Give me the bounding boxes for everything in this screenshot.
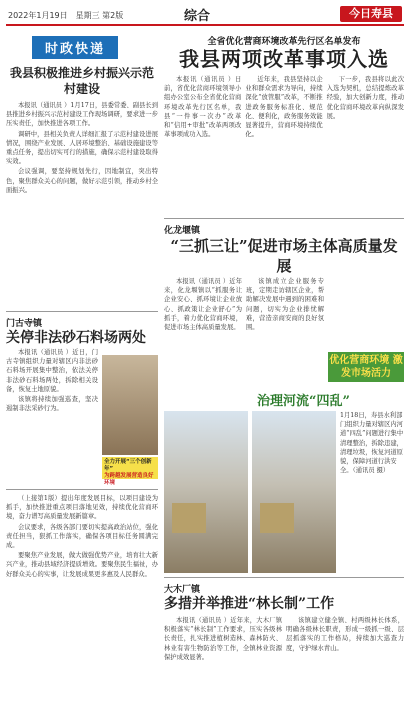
- story2-kicker: 门古寺镇: [6, 319, 43, 329]
- main-subheadline: 全省优化营商环境改革先行区名单发布: [207, 37, 361, 47]
- sec2-col: [246, 276, 324, 384]
- story3-paragraph: 会议要求，各级各部门要切实提高政治站位，强化责任担当，狠抓工作落实，确保各项目标任务圆满完成。: [6, 523, 158, 550]
- main-headline[interactable]: 我县两项改革事项入选: [179, 47, 389, 71]
- main-paragraph: 本报讯（通讯员 ）日前，省优化营商环境领导小组办公室公布全省优化营商环境改革先行区名单，我县“一件事一次办”改革和“信用+审批”改革两项改革事项成功入选。: [164, 76, 242, 139]
- photo-detail: [260, 503, 294, 532]
- sec2-paragraph: 该镇成立企业服务专班，定期走访辖区企业，帮助解决发展中遇到的困难和问题，切实为企业排忧解难，营造亲商安商的良好氛围。: [246, 278, 324, 332]
- story1-paragraph: 本报讯（通讯员 ）1月17日，县委常委、副县长到县推进乡村振兴示范村建设工作现场调研，要求进一步压实责任，加快推进各项工作。: [6, 102, 158, 128]
- story1-paragraph: 会议强调，要坚持规划先行，因地制宜，突出特色，聚焦群众关心的问题，做好示范引领，推动乡村全面振兴。: [6, 168, 158, 194]
- story2-headline[interactable]: 关停非法砂石料场两处: [6, 330, 146, 346]
- divider: [164, 577, 404, 578]
- story-damuchang: [164, 582, 404, 709]
- photo-detail: [172, 503, 206, 532]
- news-tag: 时政快递: [32, 36, 118, 59]
- sec2-side: [328, 276, 404, 384]
- story3-body: [6, 494, 158, 708]
- divider: [164, 218, 404, 219]
- main-story-body: [164, 74, 404, 214]
- story3-paragraph: 要聚焦产业发展，做大做强优势产业，培育壮大新兴产业，推动县域经济提质增效。要聚焦民生福祉，办好群众关心的实事，让发展成果更多惠及人民群众。: [6, 552, 158, 578]
- promo-banner: [102, 457, 158, 486]
- river-photo-2: [252, 411, 336, 573]
- promo-line1: 全力开展“三个创新年”: [104, 459, 152, 472]
- story-hualongyan: [164, 223, 404, 384]
- section-title: 综合: [184, 9, 211, 24]
- photo-caption-box: [340, 411, 404, 573]
- issue-date: 2022年1月19日 星期三 第2版: [8, 11, 124, 20]
- sec2-kicker: 化龙堰镇: [164, 226, 201, 236]
- story2-paragraph: 本报讯（通讯员 ）近日，门古寺镇组织力量对辖区内非法砂石料场开展集中整治，依法关停非法砂石料场两处，拆除相关设备，恢复土地原貌。: [6, 349, 98, 393]
- masthead: [6, 4, 404, 26]
- story3-paragraph: （上接第1版）提出年度发展目标，以项目建设为抓手，加快推进重点项目落地见效，持续优化营商环境，奋力谱写高质量发展新篇章。: [6, 495, 158, 521]
- photo-caption: 1月18日，寿县水利部门组织力量对辖区内河道“四乱”问题进行集中清理整治，拆除违建，清理垃圾，恢复河道原貌，保障河道行洪安全。（通讯员 摄）: [340, 412, 404, 475]
- sec3-kicker: 大木厂镇: [164, 585, 201, 595]
- sec3-col: [286, 615, 404, 709]
- sec3-paragraph: 该镇建立健全镇、村两级林长体系，明确各级林长职责，形成一级抓一级、层层抓落实的工作格局，持续加大巡查力度，守护绿水青山。: [286, 617, 404, 652]
- right-area: [164, 30, 404, 709]
- main-col: [327, 74, 404, 214]
- divider: [6, 489, 158, 490]
- main-paragraph: 下一步，我县将以此次入选为契机，总结提炼改革经验，加大创新力度，推动优化营商环境改革向纵深发展。: [326, 76, 404, 120]
- newspaper-logo: 今日寿县: [340, 6, 402, 22]
- story1-headline[interactable]: 我县积极推进乡村振兴示范村建设: [9, 66, 154, 96]
- story2-paragraph: 该镇将持续加强巡查，坚决遏制非法采砂行为。: [6, 396, 98, 413]
- sec2-headline[interactable]: “三抓三让”促进市场主体高质量发展: [170, 237, 398, 275]
- promo-line2: 为跨越发展营造良好环境: [104, 473, 154, 486]
- quarry-photo: [102, 355, 158, 455]
- sec2-paragraph: 本报讯（通讯员 ）近年来，化龙堰镇以“抓服务让企业安心、抓环境让企业放心、抓政策让企业舒心”为抓手，着力优化营商环境，促进市场主体高质量发展。: [164, 278, 242, 332]
- story2: [6, 347, 158, 485]
- sec3-headline[interactable]: 多措并举推进“林长制”工作: [164, 596, 335, 612]
- divider: [6, 311, 158, 312]
- main-col: [164, 74, 241, 214]
- river-photo-1: [164, 411, 248, 573]
- story1-body: [6, 101, 158, 307]
- story1-paragraph: 调研中，县相关负责人详细汇报了示范村建设进展情况，围绕产业发展、人居环境整治、基础设施建设等重点任务，提出切实可行的措施，确保示范村建设取得实效。: [6, 130, 158, 166]
- main-paragraph: 近年来，我县坚持以企业和群众需求为导向，持续深化“放管服”改革，不断推进政务服务标准化、规范化、便利化，政务服务效能显著提升，营商环境持续优化。: [245, 76, 323, 139]
- left-column: [6, 30, 158, 708]
- sec3-col: [164, 615, 282, 709]
- business-env-banner: 优化营商环境 激发市场活力: [328, 352, 404, 382]
- sec2-body: [164, 276, 404, 384]
- photo-title[interactable]: 治理河流“四乱”: [257, 394, 350, 409]
- sec2-col: [164, 276, 242, 384]
- sec3-paragraph: 本报讯（通讯员 ）近年来，大木厂镇积极落实“林长制”工作要求，压实各级林长责任，扎实推进植树造林、森林防火、林业有害生物防治等工作，全镇林业资源保护成效显著。: [164, 617, 282, 661]
- main-col: [245, 74, 322, 214]
- story2-body: [6, 347, 98, 485]
- photo-row: [164, 411, 404, 573]
- sec3-body: [164, 615, 404, 709]
